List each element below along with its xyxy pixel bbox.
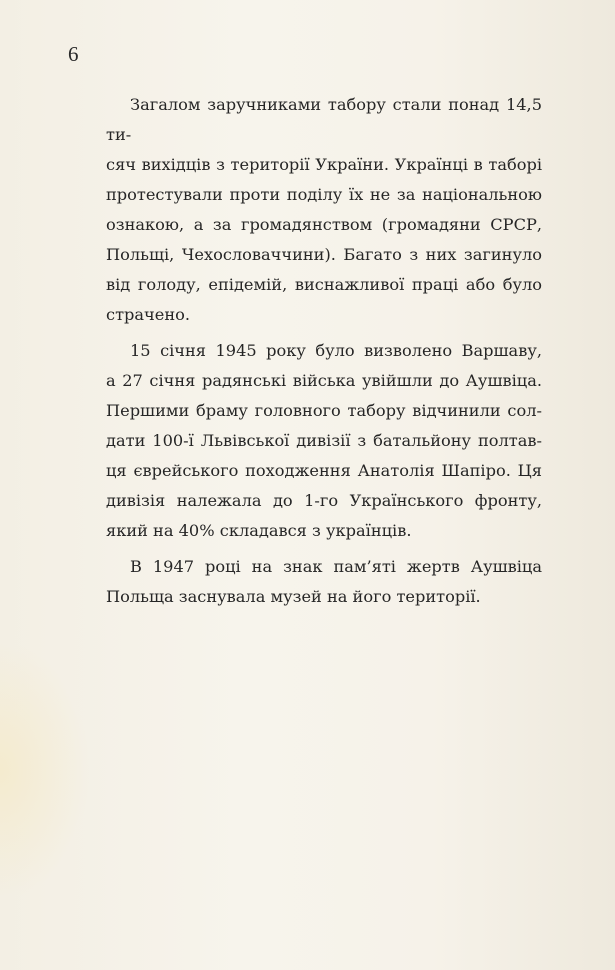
text-line: Першими браму головного табору відчинили сол- [106, 401, 542, 420]
text-line: сяч вихідців з території України. Українці в таборі [106, 155, 542, 174]
page-number: 6 [68, 42, 79, 66]
text-line: який на 40% складався з українців. [106, 521, 412, 540]
text-line: страчено. [106, 305, 190, 324]
text-line: протестували проти поділу їх не за національною [106, 185, 542, 204]
text-line: ознакою, а за громадянством (громадяни СРСР, [106, 215, 542, 234]
text-line: В 1947 році на знак пам’яті жертв Аушвіца [130, 557, 542, 576]
page-shadow [0, 640, 90, 900]
text-line: а 27 січня радянські війська увійшли до Аушвіца. [106, 371, 542, 390]
text-line: дивізія належала до 1-го Українського фронту, [106, 491, 542, 510]
text-line: дати 100-ї Львівської дивізії з батальйону полтав- [106, 431, 542, 450]
text-line: Загалом заручниками табору стали понад 14,5 ти- [106, 95, 542, 144]
paragraph-1 [106, 90, 542, 330]
text-line: Польща заснувала музей на його території. [106, 587, 481, 606]
text-line: від голоду, епідемій, виснажливої праці або було [106, 275, 542, 294]
text-line: ця єврейського походження Анатолія Шапіро. Ця [106, 461, 542, 480]
text-line: 15 січня 1945 року було визволено Варшаву, [130, 341, 542, 360]
text-line: Польщі, Чехословаччини). Багато з них загинуло [106, 245, 542, 264]
paragraph-2 [106, 336, 542, 546]
paragraph-3 [106, 552, 542, 612]
body-text [106, 90, 542, 612]
